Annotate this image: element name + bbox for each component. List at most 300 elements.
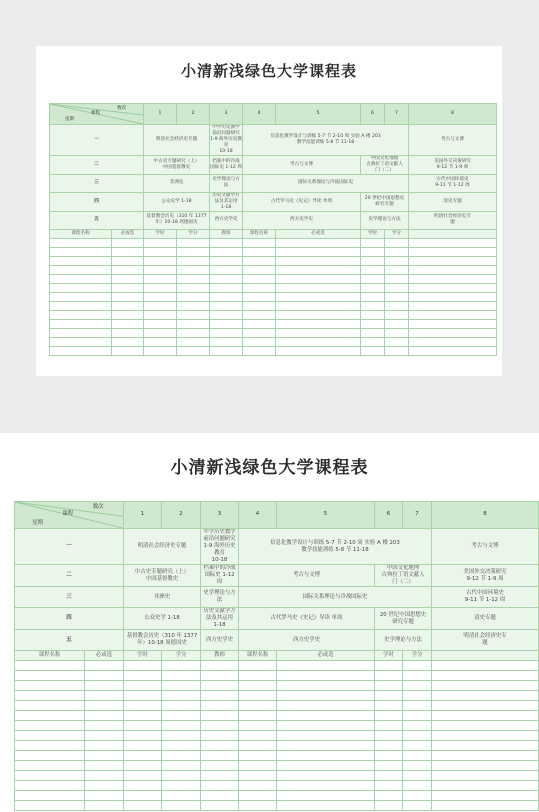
blank-cell[interactable] [277, 721, 375, 731]
blank-cell[interactable] [432, 681, 539, 691]
blank-cell[interactable] [112, 292, 144, 301]
blank-cell[interactable] [50, 310, 112, 319]
blank-cell[interactable] [385, 319, 409, 328]
blank-cell[interactable] [243, 256, 276, 265]
blank-cell[interactable] [124, 671, 162, 681]
blank-cell[interactable] [15, 781, 85, 791]
blank-cell[interactable] [15, 731, 85, 741]
blank-cell[interactable] [239, 791, 277, 801]
blank-cell[interactable] [243, 238, 276, 247]
blank-cell[interactable] [409, 247, 497, 256]
blank-cell[interactable] [124, 791, 162, 801]
course-cell: 中学历史教学前沿问题研究 1-9 海外历史教育 10-18 [210, 125, 242, 154]
blank-cell[interactable] [375, 771, 403, 781]
blank-cell[interactable] [243, 319, 276, 328]
blank-cell[interactable] [239, 671, 277, 681]
blank-cell[interactable] [385, 328, 409, 337]
blank-cell[interactable] [124, 701, 162, 711]
blank-cell[interactable] [239, 781, 277, 791]
blank-cell[interactable] [201, 751, 239, 761]
blank-cell[interactable] [112, 337, 144, 346]
blank-cell[interactable] [385, 292, 409, 301]
blank-cell[interactable] [403, 691, 432, 701]
blank-cell[interactable] [277, 711, 375, 721]
blank-cell[interactable] [277, 801, 375, 811]
blank-cell[interactable] [239, 681, 277, 691]
blank-cell[interactable] [15, 801, 85, 811]
blank-cell[interactable] [85, 711, 124, 721]
blank-cell[interactable] [243, 346, 276, 355]
blank-cell[interactable] [243, 283, 276, 292]
blank-cell[interactable] [112, 283, 144, 292]
blank-cell[interactable] [162, 701, 201, 711]
blank-cell[interactable] [210, 319, 243, 328]
blank-cell[interactable] [85, 701, 124, 711]
blank-cell[interactable] [50, 319, 112, 328]
blank-cell[interactable] [277, 751, 375, 761]
blank-cell[interactable] [124, 681, 162, 691]
blank-cell[interactable] [15, 681, 85, 691]
blank-cell[interactable] [124, 801, 162, 811]
blank-cell[interactable] [50, 238, 112, 247]
blank-cell[interactable] [277, 701, 375, 711]
blank-cell[interactable] [361, 238, 385, 247]
blank-cell[interactable] [162, 791, 201, 801]
corner-period-label: 数次 [92, 504, 104, 510]
blank-cell[interactable] [162, 691, 201, 701]
detail-header-3: 学时 [124, 651, 162, 661]
blank-cell[interactable] [277, 791, 375, 801]
blank-cell[interactable] [177, 265, 210, 274]
blank-cell[interactable] [375, 721, 403, 731]
blank-cell[interactable] [112, 247, 144, 256]
blank-cell[interactable] [144, 238, 177, 247]
blank-cell[interactable] [243, 337, 276, 346]
blank-cell[interactable] [409, 319, 497, 328]
blank-cell[interactable] [201, 671, 239, 681]
blank-cell[interactable] [361, 256, 385, 265]
blank-cell[interactable] [239, 721, 277, 731]
blank-cell[interactable] [144, 337, 177, 346]
blank-cell[interactable] [15, 791, 85, 801]
blank-cell[interactable] [15, 671, 85, 681]
blank-cell[interactable] [403, 751, 432, 761]
blank-cell[interactable] [85, 781, 124, 791]
blank-cell[interactable] [144, 283, 177, 292]
blank-cell[interactable] [375, 661, 403, 671]
blank-cell[interactable] [403, 701, 432, 711]
blank-cell[interactable] [403, 761, 432, 771]
blank-cell[interactable] [144, 319, 177, 328]
period-header-7: 7 [403, 502, 432, 529]
blank-cell[interactable] [85, 731, 124, 741]
blank-cell[interactable] [277, 781, 375, 791]
blank-cell[interactable] [385, 274, 409, 283]
blank-cell[interactable] [201, 701, 239, 711]
blank-cell[interactable] [375, 691, 403, 701]
blank-cell[interactable] [409, 265, 497, 274]
blank-cell[interactable] [409, 256, 497, 265]
blank-cell[interactable] [15, 691, 85, 701]
course-cell: 明清社会经济史专 题 [432, 630, 539, 651]
blank-cell[interactable] [177, 319, 210, 328]
blank-cell[interactable] [385, 265, 409, 274]
course-cell: 国际关系理论与冷战国际史 [243, 174, 409, 192]
blank-cell[interactable] [162, 731, 201, 741]
blank-cell[interactable] [124, 731, 162, 741]
blank-cell[interactable] [432, 791, 539, 801]
blank-cell[interactable] [177, 310, 210, 319]
blank-cell[interactable] [243, 274, 276, 283]
blank-cell[interactable] [276, 292, 361, 301]
blank-cell[interactable] [409, 274, 497, 283]
blank-cell[interactable] [85, 691, 124, 701]
blank-cell[interactable] [432, 721, 539, 731]
blank-cell[interactable] [409, 310, 497, 319]
blank-cell[interactable] [162, 751, 201, 761]
blank-cell[interactable] [15, 711, 85, 721]
blank-cell[interactable] [85, 761, 124, 771]
blank-cell[interactable] [50, 283, 112, 292]
blank-cell[interactable] [15, 721, 85, 731]
blank-cell[interactable] [375, 731, 403, 741]
blank-cell[interactable] [409, 301, 497, 310]
blank-cell[interactable] [375, 791, 403, 801]
blank-cell[interactable] [124, 771, 162, 781]
blank-cell[interactable] [432, 691, 539, 701]
blank-cell[interactable] [144, 328, 177, 337]
blank-cell[interactable] [432, 731, 539, 741]
blank-cell[interactable] [239, 731, 277, 741]
blank-cell[interactable] [112, 346, 144, 355]
blank-cell[interactable] [50, 328, 112, 337]
blank-cell[interactable] [239, 771, 277, 781]
blank-cell[interactable] [210, 274, 243, 283]
blank-cell[interactable] [243, 292, 276, 301]
blank-cell[interactable] [144, 292, 177, 301]
blank-cell[interactable] [403, 771, 432, 781]
blank-cell[interactable] [112, 301, 144, 310]
blank-cell[interactable] [403, 781, 432, 791]
blank-cell[interactable] [144, 274, 177, 283]
blank-cell[interactable] [112, 274, 144, 283]
blank-cell[interactable] [276, 337, 361, 346]
blank-cell[interactable] [239, 661, 277, 671]
blank-cell[interactable] [162, 781, 201, 791]
blank-cell[interactable] [361, 274, 385, 283]
blank-cell[interactable] [385, 238, 409, 247]
blank-cell[interactable] [15, 761, 85, 771]
course-cell: 档案中的冷战国际史 1-12 周 [210, 155, 243, 174]
blank-cell[interactable] [276, 265, 361, 274]
blank-cell[interactable] [243, 301, 276, 310]
blank-cell[interactable] [403, 721, 432, 731]
blank-cell[interactable] [162, 801, 201, 811]
blank-cell[interactable] [375, 711, 403, 721]
blank-cell[interactable] [403, 671, 432, 681]
blank-cell[interactable] [15, 771, 85, 781]
blank-cell[interactable] [144, 256, 177, 265]
blank-cell[interactable] [177, 256, 210, 265]
blank-cell[interactable] [385, 337, 409, 346]
blank-cell[interactable] [403, 741, 432, 751]
blank-cell[interactable] [239, 741, 277, 751]
period-header-5: 5 [276, 104, 361, 125]
blank-cell[interactable] [112, 310, 144, 319]
blank-cell[interactable] [50, 337, 112, 346]
blank-cell[interactable] [177, 238, 210, 247]
blank-row [15, 711, 539, 721]
blank-cell[interactable] [201, 721, 239, 731]
blank-cell[interactable] [276, 238, 361, 247]
blank-cell[interactable] [432, 741, 539, 751]
blank-cell[interactable] [210, 238, 243, 247]
blank-cell[interactable] [124, 661, 162, 671]
blank-cell[interactable] [239, 691, 277, 701]
blank-cell[interactable] [162, 661, 201, 671]
blank-cell[interactable] [124, 691, 162, 701]
blank-cell[interactable] [201, 801, 239, 811]
blank-cell[interactable] [276, 346, 361, 355]
blank-cell[interactable] [85, 801, 124, 811]
blank-cell[interactable] [239, 801, 277, 811]
blank-cell[interactable] [385, 346, 409, 355]
blank-cell[interactable] [403, 661, 432, 671]
blank-cell[interactable] [201, 711, 239, 721]
blank-cell[interactable] [277, 691, 375, 701]
blank-cell[interactable] [162, 721, 201, 731]
blank-cell[interactable] [239, 701, 277, 711]
blank-cell[interactable] [243, 265, 276, 274]
blank-cell[interactable] [432, 801, 539, 811]
period-header-8: 8 [432, 502, 539, 529]
blank-cell[interactable] [201, 791, 239, 801]
blank-cell[interactable] [277, 761, 375, 771]
blank-cell[interactable] [124, 741, 162, 751]
blank-cell[interactable] [361, 301, 385, 310]
blank-cell[interactable] [385, 247, 409, 256]
blank-cell[interactable] [162, 771, 201, 781]
blank-cell[interactable] [50, 274, 112, 283]
blank-cell[interactable] [277, 671, 375, 681]
blank-cell[interactable] [403, 711, 432, 721]
course-cell: 古代罗马史《史记》导读 单周 [243, 192, 361, 211]
blank-cell[interactable] [403, 801, 432, 811]
blank-cell[interactable] [276, 274, 361, 283]
blank-cell[interactable] [385, 310, 409, 319]
blank-cell[interactable] [276, 310, 361, 319]
blank-cell[interactable] [177, 247, 210, 256]
blank-cell[interactable] [277, 661, 375, 671]
blank-cell[interactable] [112, 319, 144, 328]
blank-cell[interactable] [210, 301, 243, 310]
blank-cell[interactable] [162, 671, 201, 681]
blank-cell[interactable] [385, 256, 409, 265]
blank-cell[interactable] [85, 741, 124, 751]
blank-cell[interactable] [403, 791, 432, 801]
blank-cell[interactable] [112, 256, 144, 265]
blank-cell[interactable] [276, 247, 361, 256]
blank-cell[interactable] [276, 256, 361, 265]
blank-cell[interactable] [375, 681, 403, 691]
blank-cell[interactable] [124, 721, 162, 731]
blank-cell[interactable] [210, 247, 243, 256]
blank-cell[interactable] [276, 319, 361, 328]
blank-cell[interactable] [432, 771, 539, 781]
blank-cell[interactable] [177, 274, 210, 283]
blank-cell[interactable] [375, 671, 403, 681]
blank-cell[interactable] [210, 337, 243, 346]
blank-row [15, 681, 539, 691]
blank-cell[interactable] [432, 661, 539, 671]
blank-cell[interactable] [201, 731, 239, 741]
blank-cell[interactable] [375, 741, 403, 751]
blank-cell[interactable] [85, 771, 124, 781]
blank-cell[interactable] [210, 328, 243, 337]
detail-header-blank [432, 651, 539, 661]
blank-cell[interactable] [112, 265, 144, 274]
blank-cell[interactable] [144, 346, 177, 355]
period-header-4: 4 [243, 104, 276, 125]
blank-cell[interactable] [409, 283, 497, 292]
blank-cell[interactable] [177, 283, 210, 292]
blank-cell[interactable] [201, 681, 239, 691]
blank-cell[interactable] [277, 681, 375, 691]
blank-cell[interactable] [50, 292, 112, 301]
blank-cell[interactable] [210, 310, 243, 319]
blank-cell[interactable] [243, 310, 276, 319]
blank-cell[interactable] [201, 741, 239, 751]
blank-cell[interactable] [15, 701, 85, 711]
blank-cell[interactable] [361, 265, 385, 274]
blank-cell[interactable] [15, 661, 85, 671]
blank-cell[interactable] [124, 751, 162, 761]
blank-cell[interactable] [144, 301, 177, 310]
blank-cell[interactable] [112, 238, 144, 247]
course-cell: 信息化教学设计与训练 5-7 节 2-10 周 实验 A 楼 203 教学技能训练 5-8 节 11-18 [239, 529, 432, 565]
blank-cell[interactable] [276, 301, 361, 310]
blank-cell[interactable] [85, 661, 124, 671]
blank-cell[interactable] [361, 292, 385, 301]
blank-cell[interactable] [50, 247, 112, 256]
blank-cell[interactable] [239, 751, 277, 761]
blank-cell[interactable] [409, 238, 497, 247]
blank-cell[interactable] [124, 711, 162, 721]
blank-cell[interactable] [162, 711, 201, 721]
blank-cell[interactable] [403, 681, 432, 691]
blank-cell[interactable] [361, 283, 385, 292]
blank-cell[interactable] [177, 328, 210, 337]
blank-cell[interactable] [432, 781, 539, 791]
blank-cell[interactable] [277, 771, 375, 781]
blank-cell[interactable] [239, 761, 277, 771]
course-cell: 中国文化地理 古典拉丁语文献人 门（二） [361, 155, 409, 174]
blank-cell[interactable] [375, 761, 403, 771]
blank-cell[interactable] [239, 711, 277, 721]
blank-cell[interactable] [85, 791, 124, 801]
blank-cell[interactable] [375, 781, 403, 791]
course-cell: 中古史专题研究（上） 中国基督教史 [144, 155, 210, 174]
blank-cell[interactable] [85, 681, 124, 691]
blank-cell[interactable] [144, 265, 177, 274]
blank-cell[interactable] [432, 751, 539, 761]
blank-cell[interactable] [375, 801, 403, 811]
blank-cell[interactable] [124, 781, 162, 791]
blank-cell[interactable] [276, 328, 361, 337]
blank-cell[interactable] [201, 691, 239, 701]
blank-cell[interactable] [201, 771, 239, 781]
blank-cell[interactable] [50, 301, 112, 310]
blank-cell[interactable] [144, 247, 177, 256]
blank-cell[interactable] [361, 337, 385, 346]
blank-cell[interactable] [201, 661, 239, 671]
blank-row [50, 265, 497, 274]
blank-cell[interactable] [201, 781, 239, 791]
blank-cell[interactable] [361, 346, 385, 355]
blank-cell[interactable] [409, 337, 497, 346]
blank-cell[interactable] [385, 301, 409, 310]
blank-cell[interactable] [50, 265, 112, 274]
blank-cell[interactable] [375, 701, 403, 711]
blank-cell[interactable] [210, 346, 243, 355]
course-cell: 中国文化地理 古典拉丁语文献人 门（二） [375, 565, 432, 587]
blank-cell[interactable] [177, 301, 210, 310]
blank-cell[interactable] [409, 346, 497, 355]
blank-cell[interactable] [385, 283, 409, 292]
blank-cell[interactable] [243, 247, 276, 256]
blank-cell[interactable] [403, 731, 432, 741]
blank-cell[interactable] [210, 256, 243, 265]
blank-cell[interactable] [85, 671, 124, 681]
blank-cell[interactable] [210, 292, 243, 301]
blank-cell[interactable] [432, 761, 539, 771]
blank-cell[interactable] [432, 671, 539, 681]
blank-cell[interactable] [85, 721, 124, 731]
blank-cell[interactable] [15, 741, 85, 751]
blank-cell[interactable] [177, 346, 210, 355]
blank-cell[interactable] [276, 283, 361, 292]
blank-cell[interactable] [210, 283, 243, 292]
blank-cell[interactable] [162, 681, 201, 691]
blank-cell[interactable] [201, 761, 239, 771]
blank-cell[interactable] [361, 247, 385, 256]
blank-cell[interactable] [243, 328, 276, 337]
blank-cell[interactable] [375, 751, 403, 761]
blank-cell[interactable] [361, 310, 385, 319]
blank-cell[interactable] [162, 741, 201, 751]
blank-cell[interactable] [409, 328, 497, 337]
blank-cell[interactable] [112, 328, 144, 337]
blank-cell[interactable] [432, 701, 539, 711]
blank-cell[interactable] [50, 256, 112, 265]
blank-cell[interactable] [210, 265, 243, 274]
blank-cell[interactable] [177, 292, 210, 301]
blank-cell[interactable] [85, 751, 124, 761]
blank-cell[interactable] [432, 711, 539, 721]
blank-cell[interactable] [50, 346, 112, 355]
blank-cell[interactable] [277, 741, 375, 751]
blank-cell[interactable] [361, 328, 385, 337]
blank-cell[interactable] [144, 310, 177, 319]
blank-cell[interactable] [361, 319, 385, 328]
blank-cell[interactable] [162, 761, 201, 771]
blank-cell[interactable] [124, 761, 162, 771]
blank-row [50, 274, 497, 283]
blank-cell[interactable] [409, 292, 497, 301]
blank-cell[interactable] [15, 751, 85, 761]
blank-cell[interactable] [277, 731, 375, 741]
blank-cell[interactable] [177, 337, 210, 346]
